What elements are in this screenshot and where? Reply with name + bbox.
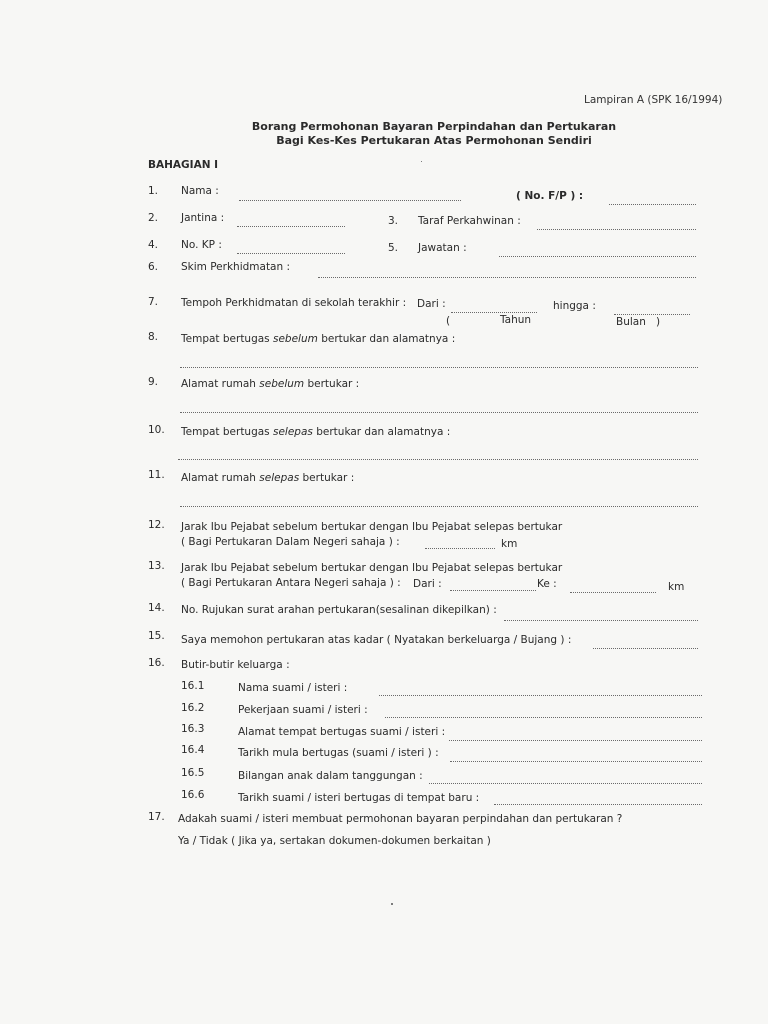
workplace-after-field[interactable] <box>178 459 698 460</box>
item-number: 4. <box>148 239 159 251</box>
form-title-line2: Bagi Kes-Kes Pertukaran Atas Permohonan Sendiri <box>276 134 592 147</box>
sub-item-number: 16.5 <box>181 767 205 779</box>
paren-open: ( <box>446 315 451 327</box>
file-number-label: ( No. F/P ) : <box>516 190 584 202</box>
spouse-workplace-label: Alamat tempat bertugas suami / isteri : <box>238 726 446 738</box>
item-number: 7. <box>148 296 159 308</box>
position-label: Jawatan : <box>418 242 467 254</box>
position-field[interactable] <box>499 256 696 257</box>
scan-speck <box>421 161 422 162</box>
item-number: 15. <box>148 630 165 642</box>
transfer-rate-field[interactable] <box>593 648 698 649</box>
gender-label: Jantina : <box>181 212 225 224</box>
spouse-workplace-field[interactable] <box>449 740 702 741</box>
spouse-occupation-label: Pekerjaan suami / isteri : <box>238 704 368 716</box>
marital-status-label: Taraf Perkahwinan : <box>418 215 521 227</box>
workplace-before-field[interactable] <box>180 367 698 368</box>
month-label: Bulan <box>616 316 646 328</box>
distance-domestic-field[interactable] <box>425 548 495 549</box>
item-number: 9. <box>148 376 159 388</box>
home-address-before-label: Alamat rumah sebelum bertukar : <box>181 378 360 390</box>
item-number: 6. <box>148 261 159 273</box>
spouse-new-workplace-date-field[interactable] <box>494 804 702 805</box>
section-heading: BAHAGIAN I <box>148 159 219 171</box>
distance-from-field[interactable] <box>450 590 536 591</box>
spouse-new-workplace-date-label: Tarikh suami / isteri bertugas di tempat baru : <box>238 792 480 804</box>
from-label: Dari : <box>413 578 442 590</box>
service-period-label: Tempoh Perkhidmatan di sekolah terakhir : <box>181 297 407 309</box>
spouse-claim-answer-prompt[interactable]: Ya / Tidak ( Jika ya, sertakan dokumen-dokumen berkaitan ) <box>178 835 491 847</box>
service-scheme-field[interactable] <box>318 277 696 278</box>
service-until-field[interactable] <box>614 314 690 315</box>
transfer-rate-label: Saya memohon pertukaran atas kadar ( Nyatakan berkeluarga / Bujang ) : <box>181 634 572 646</box>
item-number: 11. <box>148 469 165 481</box>
to-label: Ke : <box>537 578 557 590</box>
until-label: hingga : <box>553 300 596 312</box>
dependent-children-field[interactable] <box>429 783 702 784</box>
year-label: Tahun <box>500 314 532 326</box>
item-number: 3. <box>388 215 399 227</box>
service-from-field[interactable] <box>451 312 537 313</box>
item-number: 2. <box>148 212 159 224</box>
item-number: 10. <box>148 424 165 436</box>
from-label: Dari : <box>417 298 446 310</box>
distance-interstate-line2: ( Bagi Pertukaran Antara Negeri sahaja ) : <box>181 577 401 589</box>
transfer-reference-label: No. Rujukan surat arahan pertukaran(sesalinan dikepilkan) : <box>181 604 497 616</box>
marital-status-field[interactable] <box>537 229 696 230</box>
sub-item-number: 16.1 <box>181 680 205 692</box>
sub-item-number: 16.2 <box>181 702 205 714</box>
name-field[interactable] <box>239 200 461 201</box>
dependent-children-label: Bilangan anak dalam tanggungan : <box>238 770 423 782</box>
spouse-name-label: Nama suami / isteri : <box>238 682 348 694</box>
spouse-start-date-field[interactable] <box>450 761 702 762</box>
ic-number-field[interactable] <box>237 253 345 254</box>
paren-close: ) <box>656 316 661 328</box>
item-number: 5. <box>388 242 399 254</box>
ic-number-label: No. KP : <box>181 239 222 251</box>
sub-item-number: 16.4 <box>181 744 205 756</box>
distance-to-field[interactable] <box>570 592 656 593</box>
form-title-line1: Borang Permohonan Bayaran Perpindahan dan Pertukaran <box>251 120 617 133</box>
spouse-name-field[interactable] <box>379 695 702 696</box>
km-unit: km <box>668 581 685 593</box>
home-address-before-field[interactable] <box>180 412 698 413</box>
file-number-field[interactable] <box>609 204 696 205</box>
spouse-claim-question: Adakah suami / isteri membuat permohonan bayaran perpindahan dan pertukaran ? <box>178 813 623 825</box>
transfer-reference-field[interactable] <box>504 620 698 621</box>
sub-item-number: 16.6 <box>181 789 205 801</box>
name-label: Nama : <box>181 185 219 197</box>
item-number: 13. <box>148 560 165 572</box>
attachment-reference: Lampiran A (SPK 16/1994) <box>584 94 723 106</box>
spouse-start-date-label: Tarikh mula bertugas (suami / isteri ) : <box>238 747 439 759</box>
scan-speck <box>391 903 393 905</box>
workplace-before-label: Tempat bertugas sebelum bertukar dan alamatnya : <box>181 333 456 345</box>
item-number: 1. <box>148 185 159 197</box>
family-details-label: Butir-butir keluarga : <box>181 659 290 671</box>
distance-interstate-line1: Jarak Ibu Pejabat sebelum bertukar dengan Ibu Pejabat selepas bertukar <box>181 562 563 574</box>
home-address-after-label: Alamat rumah selepas bertukar : <box>181 472 355 484</box>
item-number: 8. <box>148 331 159 343</box>
distance-domestic-line2: ( Bagi Pertukaran Dalam Negeri sahaja ) : <box>181 536 400 548</box>
workplace-after-label: Tempat bertugas selepas bertukar dan alamatnya : <box>181 426 451 438</box>
item-number: 14. <box>148 602 165 614</box>
item-number: 12. <box>148 519 165 531</box>
item-number: 16. <box>148 657 165 669</box>
service-scheme-label: Skim Perkhidmatan : <box>181 261 291 273</box>
item-number: 17. <box>148 811 165 823</box>
gender-field[interactable] <box>237 226 345 227</box>
distance-domestic-line1: Jarak Ibu Pejabat sebelum bertukar dengan Ibu Pejabat selepas bertukar <box>181 521 563 533</box>
home-address-after-field[interactable] <box>180 506 698 507</box>
km-unit: km <box>501 538 518 550</box>
spouse-occupation-field[interactable] <box>385 717 702 718</box>
sub-item-number: 16.3 <box>181 723 205 735</box>
